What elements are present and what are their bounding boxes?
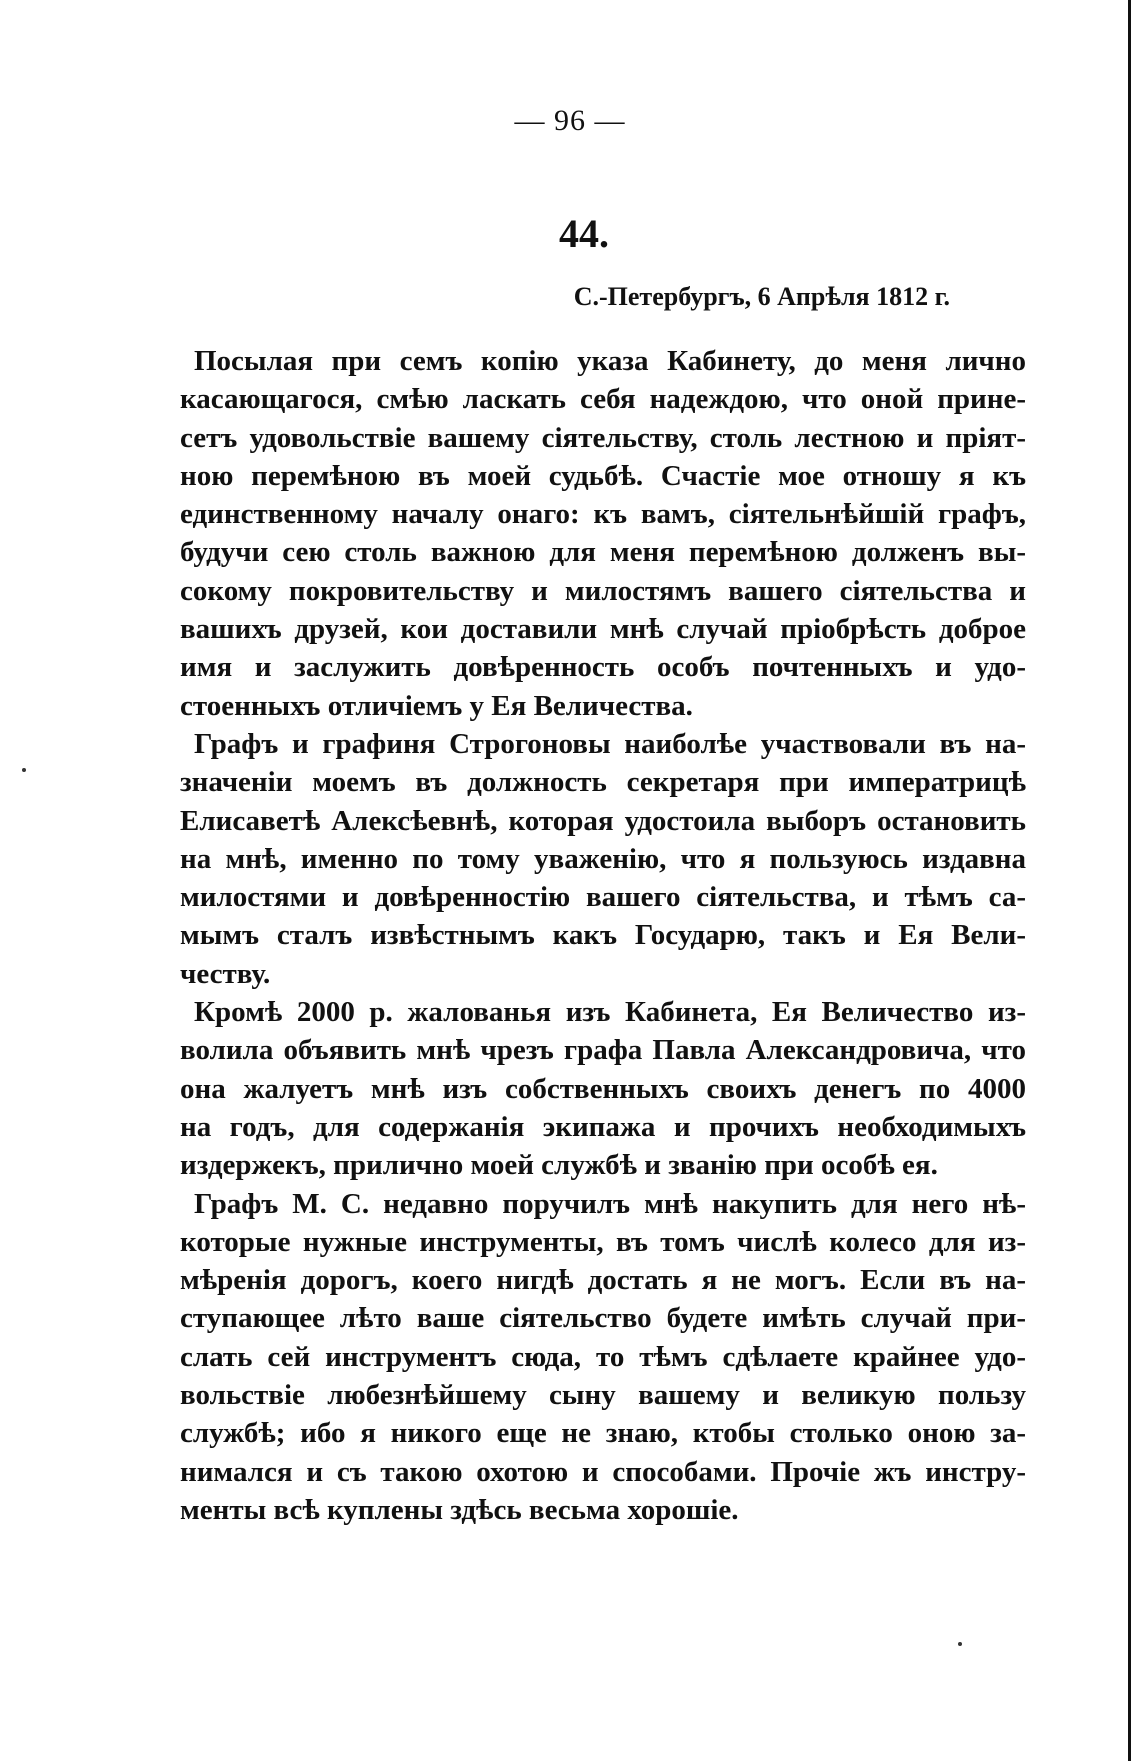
paragraph-1 bbox=[180, 342, 1026, 725]
speck-mark bbox=[958, 1642, 962, 1646]
text-line: мымъ сталъ извѣстнымъ какъ Государю, такъ и Ея Вели- bbox=[180, 919, 1026, 952]
letter-number: 44. bbox=[559, 211, 609, 256]
speck-mark bbox=[22, 768, 26, 772]
text-line: которые нужные инструменты, въ томъ числѣ колесо для из- bbox=[180, 1225, 1026, 1258]
text-line: на годъ, для содержанія экипажа и прочихъ необходимыхъ bbox=[180, 1110, 1026, 1143]
text-line: касающагося, смѣю ласкать себя надеждою, что оной прине- bbox=[180, 383, 1026, 416]
text-line: слать сей инструментъ сюда, то тѣмъ сдѣлаете крайнее удо- bbox=[180, 1340, 1026, 1373]
letter-body bbox=[180, 342, 1026, 1529]
text-line: она жалуетъ мнѣ изъ собственныхъ своихъ денегъ по 4000 bbox=[180, 1072, 1026, 1105]
text-line: Елисаветѣ Алексѣевнѣ, которая удостоила выборъ остановить bbox=[180, 804, 1026, 837]
page-number: — 96 — bbox=[514, 104, 626, 137]
text-line: сокому покровительству и милостямъ вашего сіятельства и bbox=[180, 574, 1026, 607]
text-line: значеніи моемъ въ должность секретаря при императрицѣ bbox=[180, 766, 1026, 799]
text-line: на мнѣ, именно по тому уваженію, что я пользуюсь издавна bbox=[180, 842, 1026, 875]
paragraph-3 bbox=[180, 993, 1026, 1184]
text-line: вольствіе любезнѣйшему сыну вашему и великую пользу bbox=[180, 1379, 1026, 1412]
page-edge-rule bbox=[1128, 0, 1131, 1761]
dateline: С.-Петербургъ, 6 Апрѣля 1812 г. bbox=[573, 282, 950, 311]
text-line: службѣ; ибо я никого еще не знаю, ктобы столько оною за- bbox=[180, 1417, 1026, 1450]
text-line: стоенныхъ отличіемъ у Ея Величества. bbox=[180, 689, 693, 722]
text-line: мѣренія дорогъ, коего нигдѣ достать я не могъ. Если въ на- bbox=[180, 1264, 1026, 1297]
text-line: издержекъ, прилично моей службѣ и званію при особѣ ея. bbox=[180, 1149, 938, 1182]
text-line: будучи сею столь важною для меня перемѣною долженъ вы- bbox=[180, 536, 1026, 569]
text-line: имя и заслужить довѣренность особъ почтенныхъ и удо- bbox=[180, 651, 1026, 684]
text-line: сетъ удовольствіе вашему сіятельству, столь лестною и пріят- bbox=[180, 421, 1026, 454]
text-line: Посылая при семъ копію указа Кабинету, до меня лично bbox=[194, 345, 1026, 377]
paragraph-4 bbox=[180, 1185, 1026, 1530]
text-line: вашихъ друзей, кои доставили мнѣ случай пріобрѣсть доброе bbox=[180, 613, 1026, 646]
text-line: единственному началу онаго: къ вамъ, сіятельнѣйшій графъ, bbox=[180, 498, 1026, 531]
text-line: менты всѣ куплены здѣсь весьма хорошіе. bbox=[180, 1493, 739, 1526]
text-line: честву. bbox=[180, 957, 271, 990]
text-line: Графъ и графиня Строгоновы наиболѣе участвовали въ на- bbox=[194, 727, 1026, 760]
text-line: нимался и съ такою охотою и способами. Прочіе жъ инстру- bbox=[180, 1455, 1026, 1488]
text-line: Графъ М. С. недавно поручилъ мнѣ накупить для него нѣ- bbox=[194, 1187, 1026, 1220]
text-line: Кромѣ 2000 р. жалованья изъ Кабинета, Ея Величество из- bbox=[194, 996, 1026, 1029]
text-line: милостями и довѣренностію вашего сіятельства, и тѣмъ са- bbox=[180, 881, 1026, 914]
text-line: ною перемѣною въ моей судьбѣ. Счастіе мое отношу я къ bbox=[180, 459, 1026, 492]
text-line: ступающее лѣто ваше сіятельство будете имѣть случай при- bbox=[180, 1302, 1026, 1335]
paragraph-2 bbox=[180, 725, 1026, 993]
text-line: волила объявить мнѣ чрезъ графа Павла Александровича, что bbox=[180, 1034, 1026, 1067]
